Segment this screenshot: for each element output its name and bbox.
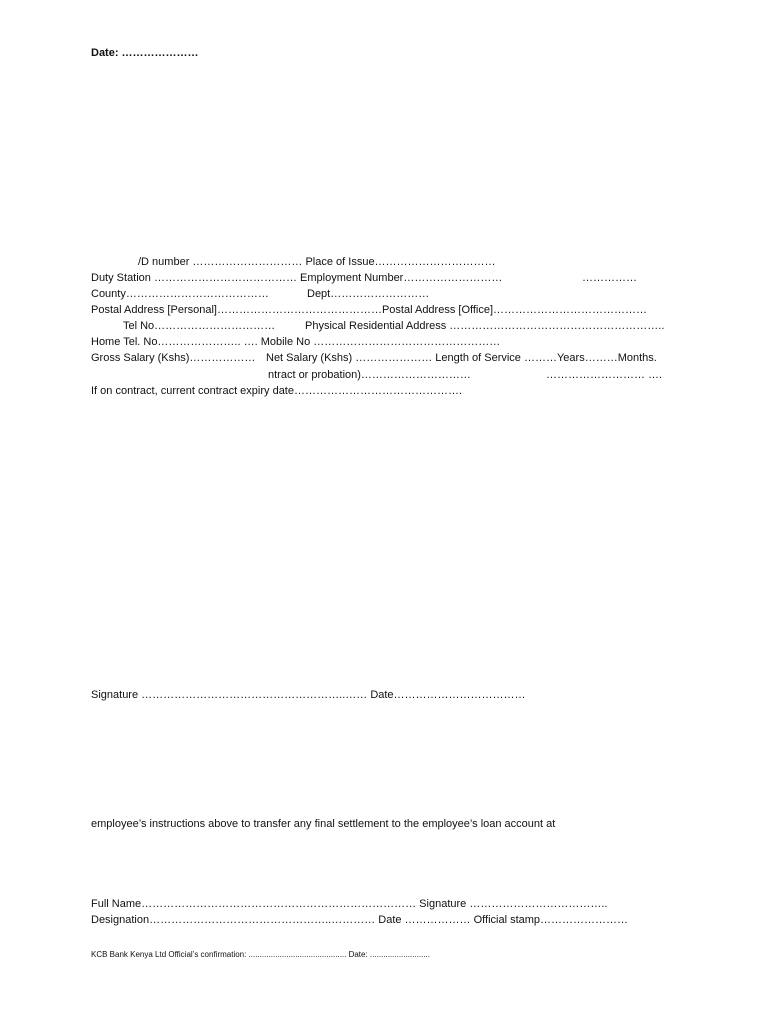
instructions-text: employee’s instructions above to transfer any final settlement to the employee’s loan account at	[91, 818, 556, 830]
kcb-confirmation-line: KCB Bank Kenya Ltd Official’s confirmation: ............................................ Date: ...........................	[91, 950, 430, 959]
contract-expiry-line: If on contract, current contract expiry date……………………………………….	[91, 385, 463, 397]
duty-station-line: Duty Station ………………………………… Employment Number………………………	[91, 272, 503, 284]
contract-line-extra: ……………………… ….	[546, 369, 663, 381]
dept-line: Dept………………………	[307, 288, 430, 300]
date-line: Date: …………………	[91, 47, 199, 59]
gross-salary-line: Gross Salary (Kshs)………………	[91, 352, 256, 364]
id-number-line: /D number ………………………… Place of Issue……………………………	[138, 256, 496, 268]
duty-station-extra: ……………	[582, 272, 637, 284]
signature-date-line: Signature ………………………………………………..…… Date………………………………	[91, 689, 526, 701]
postal-address-line: Postal Address [Personal]………………………………………Postal Address [Office]……………………………………	[91, 304, 648, 316]
tel-no-line: Tel No……………………………	[123, 320, 276, 332]
physical-address-line: Physical Residential Address …………………………………………………..	[305, 320, 665, 332]
net-salary-line: Net Salary (Kshs) ………………… Length of Service ………Years………Months.	[266, 352, 657, 364]
contract-line: ntract or probation)…………………………	[268, 369, 471, 381]
home-tel-line: Home Tel. No………………….. …. Mobile No ……………………………………………	[91, 336, 501, 348]
county-line: County…………………………………	[91, 288, 269, 300]
designation-date-stamp-line: Designation…………………………………………..………… Date ……………… Official stamp……………………	[91, 914, 629, 926]
full-name-signature-line: Full Name………………………………………………………………… Signature ………………………………..	[91, 898, 608, 910]
